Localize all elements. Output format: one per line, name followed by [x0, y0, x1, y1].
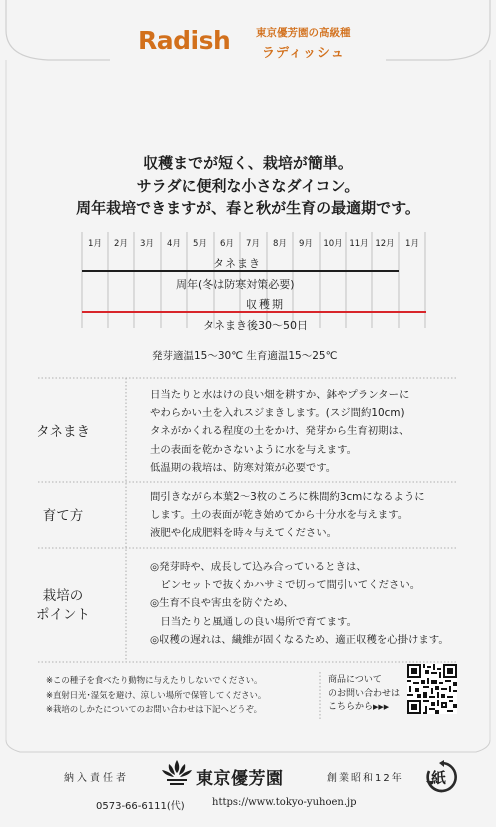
- body-line: 日当たりと水はけの良い畑を耕すか、鉢やプランターに: [150, 389, 410, 401]
- calendar-month: 12月: [375, 239, 395, 249]
- website-link[interactable]: https://www.tokyo-yuhoen.jp: [212, 797, 357, 808]
- paper-recycle-label: 紙: [431, 769, 447, 787]
- note-line: ※栽培のしかたについてのお問い合わせは下記へどうぞ。: [46, 704, 263, 714]
- body-line: 液肥や化成肥料を時々与えてください。: [150, 527, 338, 540]
- inquiry-line: のお問い合わせは: [328, 688, 401, 699]
- calendar-month: 3月: [140, 239, 154, 249]
- body-line: 低温期の栽培は、防寒対策が必要です。: [150, 461, 337, 474]
- product-name-jp: ラディッシュ: [262, 46, 345, 61]
- harvest-label: 収穫期: [246, 298, 285, 311]
- company-name: 東京優芳園: [196, 769, 284, 789]
- section-title-points: 栽培の ポイント: [36, 588, 90, 623]
- body-line: タネがかくれる程度の土をかけ、発芽から生育初期は、: [150, 425, 410, 438]
- calendar-month: 10月: [323, 239, 343, 249]
- body-line: ピンセットで抜くかハサミで切って間引いてください。: [150, 579, 421, 592]
- body-line: 土の表面を乾かさないように水を与えます。: [150, 443, 357, 456]
- section-body-points: [150, 558, 449, 649]
- intro-line: サラダに便利な小さなダイコン。: [136, 177, 360, 195]
- intro-line: 収穫までが短く、栽培が簡単。: [143, 154, 353, 172]
- calendar-month: 6月: [220, 239, 234, 249]
- calendar-month: 2月: [114, 239, 128, 249]
- temperature-info: 発芽適温15〜30℃ 生育適温15〜25℃: [152, 350, 338, 362]
- sowing-note: 周年(冬は防寒対策必要): [176, 278, 295, 291]
- notes: [46, 673, 266, 717]
- section-title-growing: 育て方: [42, 508, 84, 524]
- body-line: ◎発芽時や、成長して込み合っているときは、: [150, 561, 367, 573]
- calendar-month: 9月: [299, 239, 313, 249]
- body-line: やわらかい土を入れスジまきします。(スジ間約10cm): [150, 407, 405, 420]
- qr-code-icon[interactable]: [407, 664, 457, 714]
- note-line: ※この種子を食べたり動物に与えたりしないでください。: [46, 675, 263, 685]
- responsible-label: 納入責任者: [64, 773, 129, 784]
- calendar-month: 5月: [193, 239, 207, 249]
- calendar-month: 1月: [405, 239, 419, 249]
- calendar-month: 11月: [349, 239, 369, 249]
- inquiry-text: [328, 674, 400, 715]
- body-line: ◎生育不良や害虫を防ぐため、: [150, 597, 294, 610]
- product-name-en: Radish: [138, 26, 231, 55]
- section-body-sowing: [150, 386, 409, 477]
- brand-subtitle: 東京優芳園の高級種: [256, 27, 351, 39]
- company-logo-icon: [160, 758, 194, 788]
- calendar-month: 4月: [167, 239, 181, 249]
- note-line: ※直射日光･湿気を避け、涼しい場所で保管してください。: [46, 689, 267, 700]
- phone-number[interactable]: 0573-66-6111(代): [96, 801, 185, 812]
- body-line: 日当たりと風通しの良い場所で育てます。: [150, 615, 357, 628]
- body-line: ◎収穫の遅れは、繊維が固くなるため、適正収穫を心掛けます。: [150, 633, 449, 646]
- calendar-month: 1月: [88, 239, 102, 249]
- sowing-label: タネまき: [213, 257, 261, 270]
- founded-year: 創業昭和12年: [327, 773, 404, 784]
- section-body-growing: [150, 488, 425, 543]
- body-line: します。土の表面が乾き始めてから十分水を与えます。: [150, 509, 409, 522]
- harvest-note: タネまき後30〜50日: [203, 319, 308, 332]
- section-title-sowing: タネまき: [36, 424, 90, 440]
- calendar-month: 8月: [273, 239, 287, 249]
- calendar-month: 7月: [246, 239, 260, 249]
- inquiry-line: 商品について: [328, 675, 382, 685]
- body-line: 間引きながら本葉2〜3枚のころに株間約3cmになるように: [150, 491, 425, 503]
- inquiry-line: こちらから▶▶▶: [328, 702, 390, 712]
- intro-line: 周年栽培できますが、春と秋が生育の最適期です。: [76, 199, 420, 217]
